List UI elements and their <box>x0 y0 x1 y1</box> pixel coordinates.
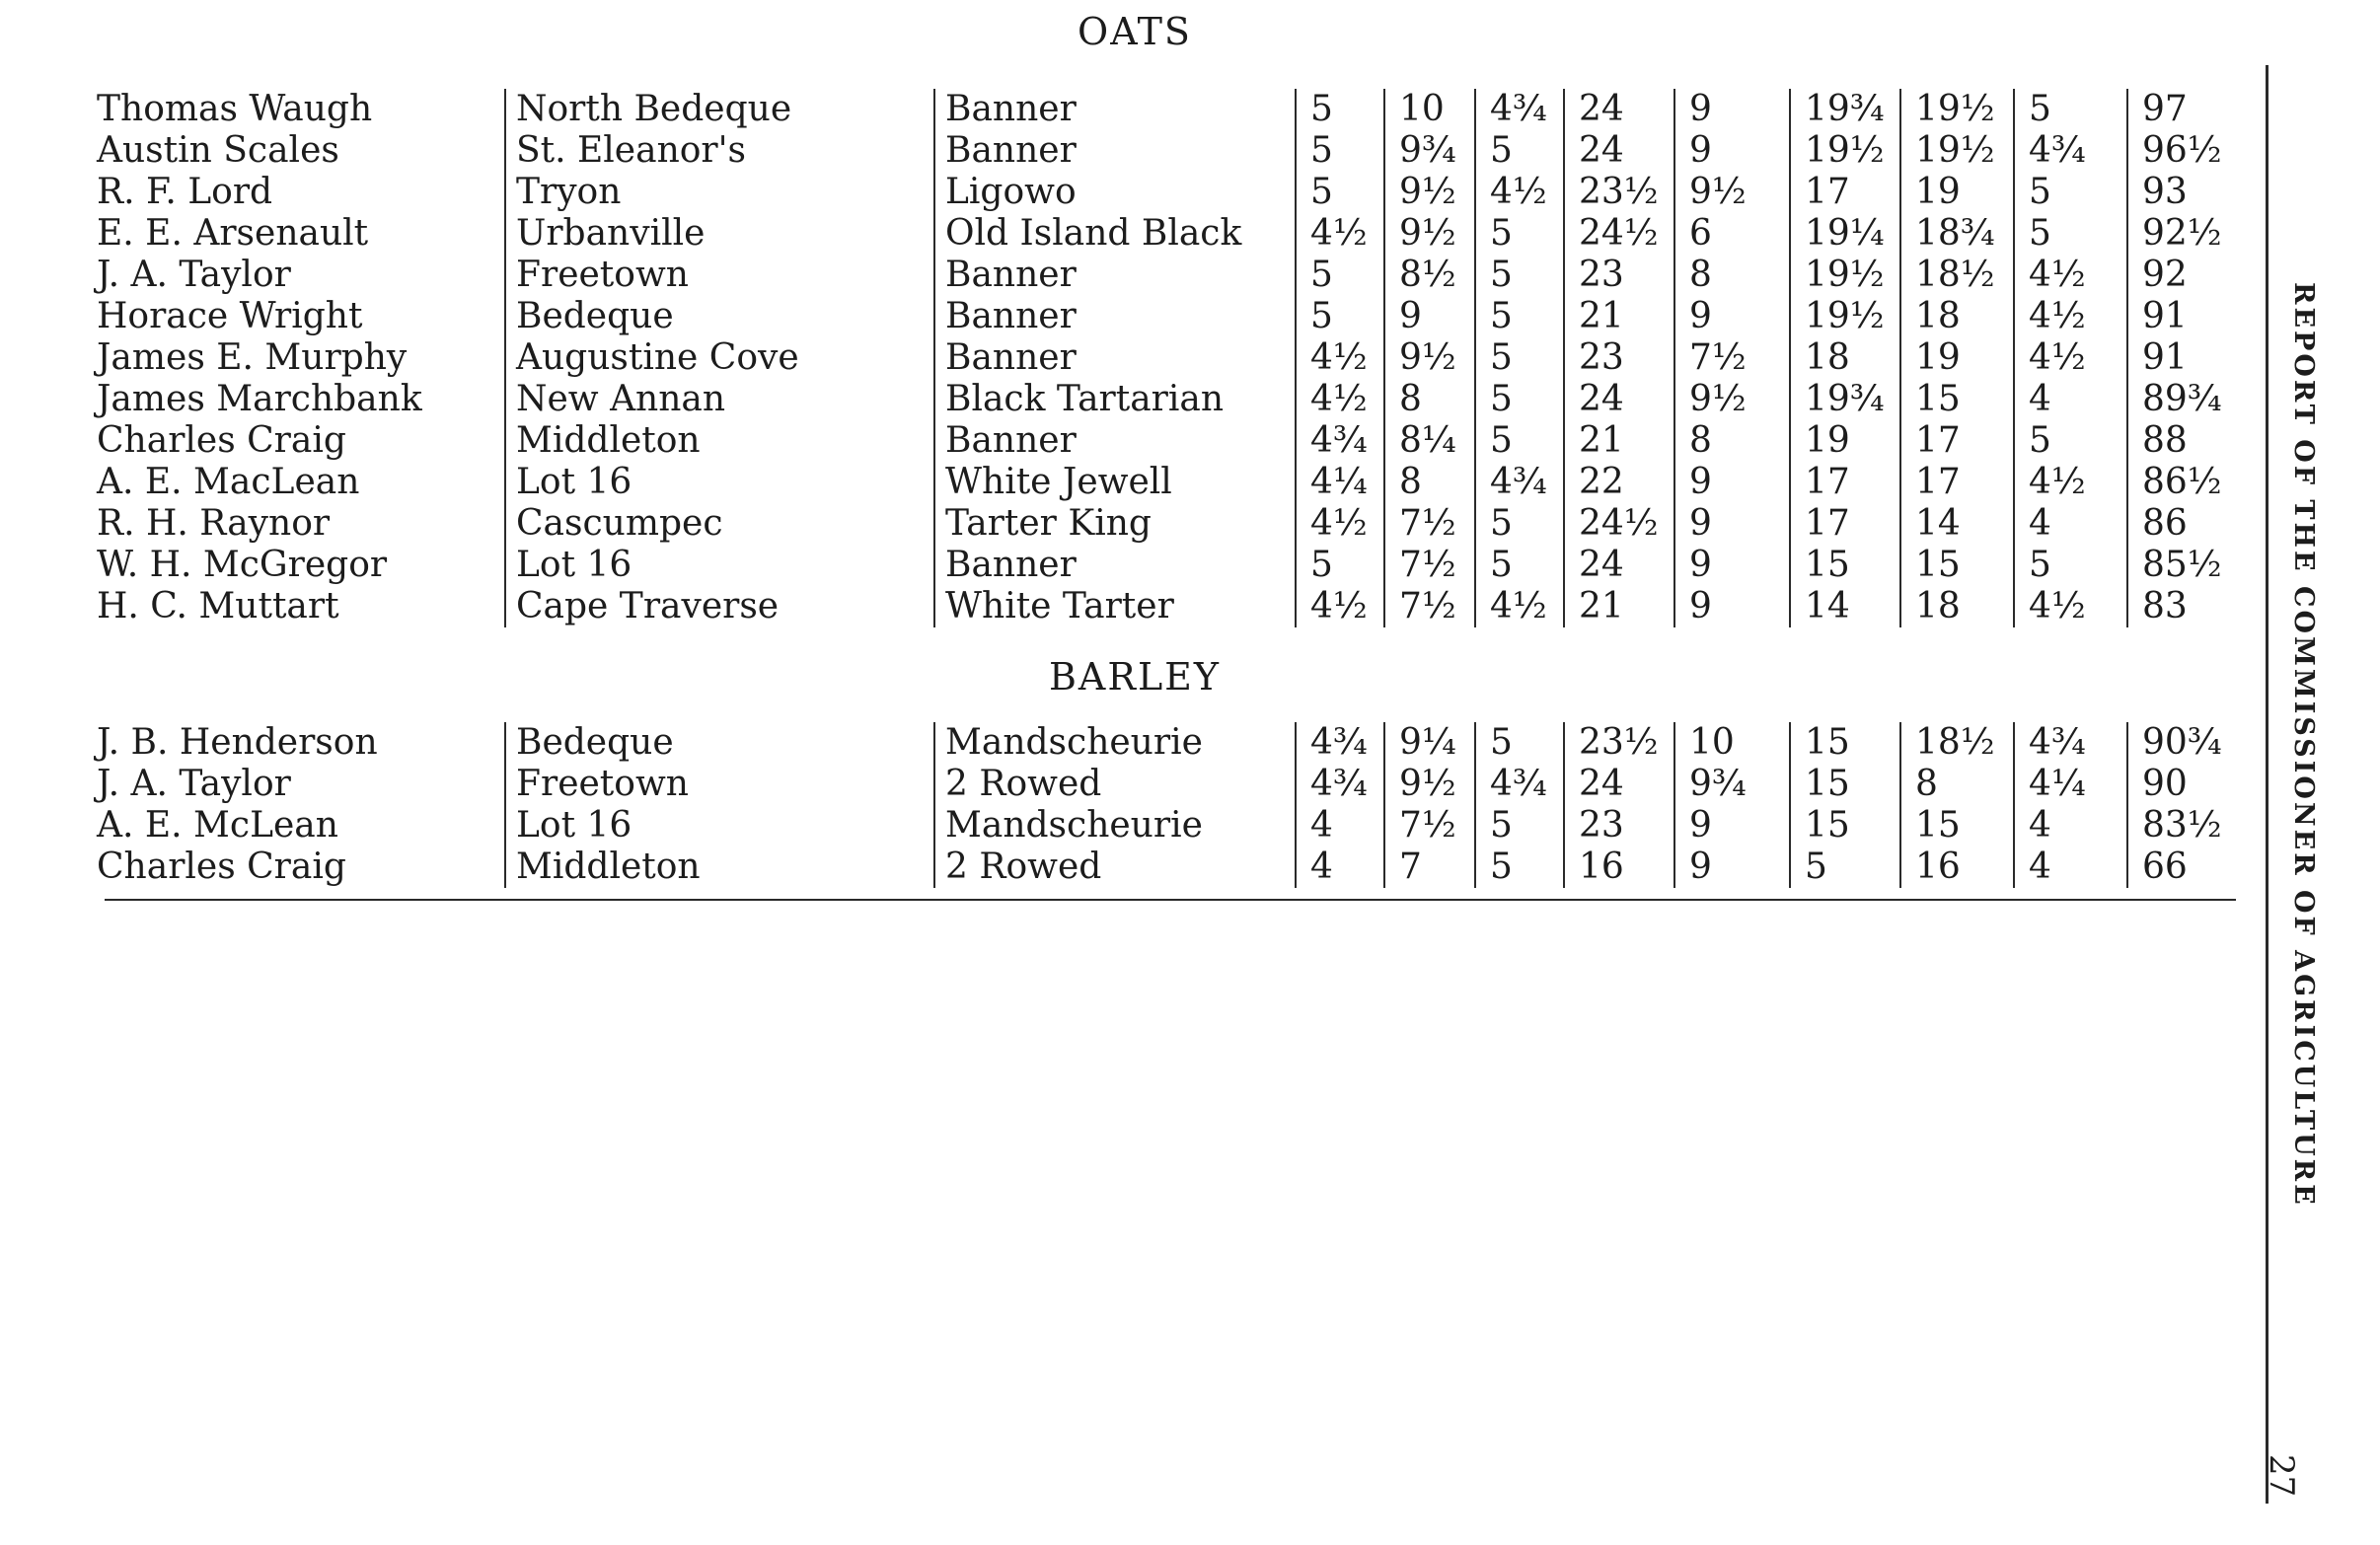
table-row <box>91 764 2230 805</box>
score-cell: 5 <box>1475 420 1564 462</box>
score-cell: 8½ <box>1384 255 1475 296</box>
score-cell: 14 <box>1790 586 1900 627</box>
score-cell: 5 <box>1475 722 1564 764</box>
score-cell: 5 <box>2014 213 2127 255</box>
score-cell: 7 <box>1384 846 1475 888</box>
score-cell: 19 <box>1790 420 1900 462</box>
score-cell: 9½ <box>1384 172 1475 213</box>
score-cell: 4 <box>1296 846 1384 888</box>
grain-variety: Banner <box>934 255 1296 296</box>
score-cell: 9¾ <box>1384 130 1475 172</box>
exhibitor-place: Freetown <box>505 255 934 296</box>
score-cell: 66 <box>2127 846 2230 888</box>
score-cell: 5 <box>1475 846 1564 888</box>
exhibitor-place: North Bedeque <box>505 89 934 130</box>
score-cell: 21 <box>1564 296 1674 337</box>
score-cell: 15 <box>1790 545 1900 586</box>
score-cell: 91 <box>2127 296 2230 337</box>
exhibitor-name: A. E. MacLean <box>97 462 360 502</box>
score-cell: 5 <box>1296 130 1384 172</box>
score-cell: 21 <box>1564 420 1674 462</box>
grain-variety: White Jewell <box>934 462 1296 503</box>
score-cell: 17 <box>1900 462 2014 503</box>
table-row <box>91 722 2230 764</box>
score-cell: 93 <box>2127 172 2230 213</box>
score-cell: 5 <box>1475 379 1564 420</box>
score-cell: 9 <box>1674 805 1790 846</box>
grain-variety: Black Tartarian <box>934 379 1296 420</box>
score-cell: 24 <box>1564 130 1674 172</box>
score-cell: 4¾ <box>1475 764 1564 805</box>
score-cell: 10 <box>1384 89 1475 130</box>
score-cell: 4 <box>2014 503 2127 545</box>
exhibitor-place: New Annan <box>505 379 934 420</box>
exhibitor-name: Charles Craig <box>97 420 346 461</box>
exhibitor-name: Austin Scales <box>97 130 339 171</box>
score-cell: 18 <box>1900 586 2014 627</box>
grain-variety: 2 Rowed <box>934 846 1296 888</box>
score-cell: 4½ <box>1296 213 1384 255</box>
score-cell: 90¾ <box>2127 722 2230 764</box>
table-row <box>91 420 2230 462</box>
score-cell: 4¾ <box>2014 130 2127 172</box>
exhibitor-name: Thomas Waugh <box>97 89 373 129</box>
score-cell: 5 <box>1296 89 1384 130</box>
score-cell: 19½ <box>1790 130 1900 172</box>
score-cell: 9 <box>1674 846 1790 888</box>
score-cell: 19½ <box>1900 130 2014 172</box>
score-cell: 5 <box>1475 296 1564 337</box>
score-cell: 4 <box>2014 846 2127 888</box>
score-cell: 4¾ <box>1296 420 1384 462</box>
exhibitor-name: A. E. McLean <box>97 805 338 846</box>
score-cell: 24 <box>1564 545 1674 586</box>
score-cell: 8 <box>1900 764 2014 805</box>
score-cell: 9¾ <box>1674 764 1790 805</box>
score-cell: 19¾ <box>1790 89 1900 130</box>
score-cell: 86½ <box>2127 462 2230 503</box>
grain-variety: Banner <box>934 545 1296 586</box>
score-cell: 17 <box>1790 503 1900 545</box>
score-cell: 4 <box>2014 379 2127 420</box>
exhibitor-place: Freetown <box>505 764 934 805</box>
exhibitor-place: Middleton <box>505 420 934 462</box>
score-cell: 4¼ <box>1296 462 1384 503</box>
score-cell: 9½ <box>1384 213 1475 255</box>
score-cell: 9 <box>1674 545 1790 586</box>
score-cell: 5 <box>1475 130 1564 172</box>
exhibitor-name: R. H. Raynor <box>97 503 331 544</box>
score-cell: 4½ <box>2014 337 2127 379</box>
exhibitor-place: Urbanville <box>505 213 934 255</box>
score-cell: 89¾ <box>2127 379 2230 420</box>
exhibitor-name: E. E. Arsenault <box>97 213 369 254</box>
score-cell: 7½ <box>1674 337 1790 379</box>
score-cell: 5 <box>2014 420 2127 462</box>
score-cell: 15 <box>1900 545 2014 586</box>
score-cell: 83½ <box>2127 805 2230 846</box>
score-cell: 5 <box>1790 846 1900 888</box>
score-cell: 21 <box>1564 586 1674 627</box>
score-cell: 15 <box>1900 805 2014 846</box>
table-row <box>91 545 2230 586</box>
table-row <box>91 89 2230 130</box>
score-cell: 4¾ <box>1296 722 1384 764</box>
score-cell: 4¾ <box>1296 764 1384 805</box>
score-cell: 24 <box>1564 379 1674 420</box>
oats-section-title: OATS <box>1078 10 1192 53</box>
exhibitor-place: Tryon <box>505 172 934 213</box>
score-cell: 6 <box>1674 213 1790 255</box>
score-cell: 7½ <box>1384 545 1475 586</box>
score-cell: 23 <box>1564 255 1674 296</box>
score-cell: 22 <box>1564 462 1674 503</box>
score-cell: 4¾ <box>1475 89 1564 130</box>
score-cell: 5 <box>1475 805 1564 846</box>
exhibitor-place: Cape Traverse <box>505 586 934 627</box>
table-row <box>91 846 2230 888</box>
score-cell: 19¼ <box>1790 213 1900 255</box>
score-cell: 4½ <box>1296 337 1384 379</box>
score-cell: 5 <box>2014 89 2127 130</box>
score-cell: 5 <box>1296 545 1384 586</box>
grain-variety: Mandscheurie <box>934 722 1296 764</box>
score-cell: 18¾ <box>1900 213 2014 255</box>
margin-rule <box>2266 65 2268 1504</box>
score-cell: 4½ <box>1296 379 1384 420</box>
score-cell: 4¾ <box>1475 462 1564 503</box>
table-row <box>91 296 2230 337</box>
score-cell: 9 <box>1674 130 1790 172</box>
score-cell: 5 <box>1296 255 1384 296</box>
running-head-text: REPORT OF THE COMMISSIONER OF AGRICULTURE <box>2288 282 2319 1208</box>
grain-variety: Tarter King <box>934 503 1296 545</box>
exhibitor-name: W. H. McGregor <box>97 545 388 585</box>
score-cell: 83 <box>2127 586 2230 627</box>
score-cell: 24½ <box>1564 213 1674 255</box>
score-cell: 18 <box>1790 337 1900 379</box>
score-cell: 8 <box>1384 379 1475 420</box>
table-bottom-rule <box>105 899 2236 901</box>
score-cell: 9½ <box>1384 337 1475 379</box>
grain-variety: Mandscheurie <box>934 805 1296 846</box>
score-cell: 9 <box>1674 296 1790 337</box>
score-cell: 5 <box>1475 503 1564 545</box>
table-row <box>91 213 2230 255</box>
exhibitor-name: Horace Wright <box>97 296 363 336</box>
score-cell: 7½ <box>1384 805 1475 846</box>
score-cell: 9½ <box>1384 764 1475 805</box>
score-cell: 90 <box>2127 764 2230 805</box>
exhibitor-place: Lot 16 <box>505 805 934 846</box>
score-cell: 9 <box>1674 586 1790 627</box>
grain-variety: Banner <box>934 130 1296 172</box>
score-cell: 96½ <box>2127 130 2230 172</box>
score-cell: 15 <box>1790 764 1900 805</box>
grain-variety: Banner <box>934 296 1296 337</box>
exhibitor-name: H. C. Muttart <box>97 586 339 626</box>
score-cell: 9 <box>1674 89 1790 130</box>
score-cell: 23½ <box>1564 722 1674 764</box>
table-row <box>91 255 2230 296</box>
exhibitor-place: St. Eleanor's <box>505 130 934 172</box>
score-cell: 92½ <box>2127 213 2230 255</box>
score-cell: 8¼ <box>1384 420 1475 462</box>
score-cell: 14 <box>1900 503 2014 545</box>
grain-variety: Ligowo <box>934 172 1296 213</box>
score-cell: 17 <box>1790 172 1900 213</box>
score-cell: 24 <box>1564 89 1674 130</box>
score-cell: 4 <box>2014 805 2127 846</box>
score-cell: 4½ <box>1475 172 1564 213</box>
score-cell: 15 <box>1900 379 2014 420</box>
exhibitor-place: Middleton <box>505 846 934 888</box>
score-cell: 18 <box>1900 296 2014 337</box>
barley-rows <box>91 722 2230 888</box>
score-cell: 86 <box>2127 503 2230 545</box>
table-row <box>91 805 2230 846</box>
score-cell: 4½ <box>2014 586 2127 627</box>
score-cell: 5 <box>1475 337 1564 379</box>
score-cell: 15 <box>1790 722 1900 764</box>
score-cell: 92 <box>2127 255 2230 296</box>
grain-variety: Banner <box>934 337 1296 379</box>
score-cell: 9½ <box>1674 379 1790 420</box>
score-cell: 7½ <box>1384 503 1475 545</box>
score-cell: 5 <box>2014 172 2127 213</box>
score-cell: 19 <box>1900 337 2014 379</box>
score-cell: 9 <box>1384 296 1475 337</box>
grain-variety: Old Island Black <box>934 213 1296 255</box>
score-cell: 4½ <box>2014 462 2127 503</box>
score-cell: 97 <box>2127 89 2230 130</box>
barley-section-title: BARLEY <box>1048 655 1222 699</box>
exhibitor-place: Cascumpec <box>505 503 934 545</box>
exhibitor-place: Bedeque <box>505 296 934 337</box>
score-cell: 91 <box>2127 337 2230 379</box>
score-cell: 23½ <box>1564 172 1674 213</box>
score-cell: 4¾ <box>2014 722 2127 764</box>
score-cell: 85½ <box>2127 545 2230 586</box>
score-cell: 9 <box>1674 503 1790 545</box>
exhibitor-place: Lot 16 <box>505 462 934 503</box>
score-cell: 4½ <box>1296 586 1384 627</box>
table-row <box>91 337 2230 379</box>
exhibitor-place: Bedeque <box>505 722 934 764</box>
exhibitor-name: J. A. Taylor <box>97 764 291 804</box>
score-cell: 19½ <box>1900 89 2014 130</box>
exhibitor-place: Lot 16 <box>505 545 934 586</box>
score-cell: 19½ <box>1790 296 1900 337</box>
score-cell: 4½ <box>2014 296 2127 337</box>
score-cell: 24 <box>1564 764 1674 805</box>
score-cell: 24½ <box>1564 503 1674 545</box>
score-cell: 5 <box>1475 213 1564 255</box>
grain-variety: 2 Rowed <box>934 764 1296 805</box>
score-cell: 17 <box>1900 420 2014 462</box>
score-cell: 19¾ <box>1790 379 1900 420</box>
exhibitor-name: R. F. Lord <box>97 172 273 212</box>
score-cell: 8 <box>1674 420 1790 462</box>
grain-variety: Banner <box>934 420 1296 462</box>
score-cell: 4 <box>1296 805 1384 846</box>
table-row <box>91 130 2230 172</box>
score-cell: 15 <box>1790 805 1900 846</box>
score-cell: 5 <box>1475 545 1564 586</box>
score-cell: 5 <box>1475 255 1564 296</box>
exhibitor-name: J. A. Taylor <box>97 255 291 295</box>
score-cell: 23 <box>1564 805 1674 846</box>
table-row <box>91 503 2230 545</box>
score-cell: 5 <box>2014 545 2127 586</box>
score-cell: 4½ <box>2014 255 2127 296</box>
oats-rows <box>91 89 2230 627</box>
score-cell: 19 <box>1900 172 2014 213</box>
score-cell: 9¼ <box>1384 722 1475 764</box>
table-row <box>91 379 2230 420</box>
score-cell: 23 <box>1564 337 1674 379</box>
score-cell: 18½ <box>1900 255 2014 296</box>
score-cell: 16 <box>1564 846 1674 888</box>
score-cell: 8 <box>1674 255 1790 296</box>
score-cell: 4½ <box>1296 503 1384 545</box>
exhibitor-name: James E. Murphy <box>97 337 408 378</box>
grain-variety: Banner <box>934 89 1296 130</box>
score-cell: 9½ <box>1674 172 1790 213</box>
score-cell: 17 <box>1790 462 1900 503</box>
barley-results-table <box>91 722 2230 888</box>
table-row <box>91 172 2230 213</box>
table-row <box>91 586 2230 627</box>
score-cell: 9 <box>1674 462 1790 503</box>
score-cell: 16 <box>1900 846 2014 888</box>
exhibitor-name: Charles Craig <box>97 846 346 887</box>
exhibitor-name: James Marchbank <box>97 379 422 419</box>
score-cell: 88 <box>2127 420 2230 462</box>
score-cell: 5 <box>1296 296 1384 337</box>
score-cell: 5 <box>1296 172 1384 213</box>
table-row <box>91 462 2230 503</box>
score-cell: 4¼ <box>2014 764 2127 805</box>
exhibitor-place: Augustine Cove <box>505 337 934 379</box>
score-cell: 7½ <box>1384 586 1475 627</box>
score-cell: 18½ <box>1900 722 2014 764</box>
grain-variety: White Tarter <box>934 586 1296 627</box>
score-cell: 10 <box>1674 722 1790 764</box>
page-number-text: 27 <box>2262 1454 2301 1498</box>
score-cell: 19½ <box>1790 255 1900 296</box>
score-cell: 8 <box>1384 462 1475 503</box>
oats-results-table <box>91 89 2230 627</box>
exhibitor-name: J. B. Henderson <box>97 722 378 763</box>
score-cell: 4½ <box>1475 586 1564 627</box>
